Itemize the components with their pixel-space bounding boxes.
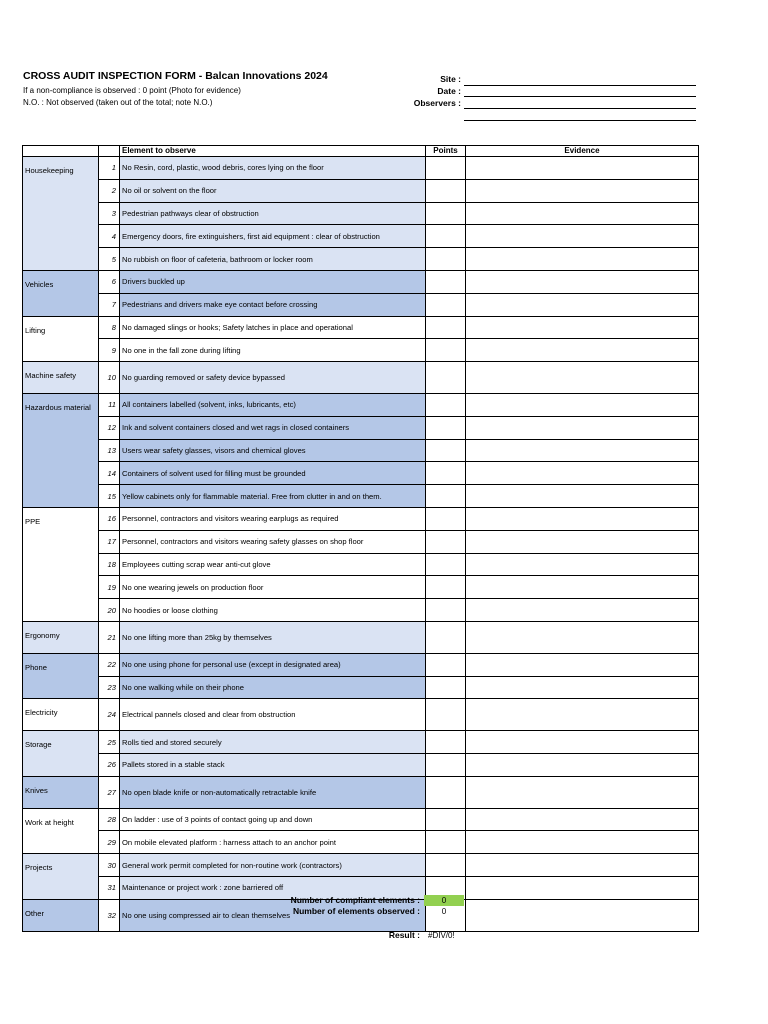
compliant-count-label: Number of compliant elements : bbox=[290, 895, 420, 905]
item-text: No damaged slings or hooks; Safety latches in place and operational bbox=[120, 316, 426, 339]
table-row bbox=[23, 621, 699, 653]
table-row bbox=[23, 439, 699, 462]
item-number: 14 bbox=[99, 462, 120, 485]
item-number: 26 bbox=[99, 753, 120, 776]
date-field[interactable] bbox=[464, 96, 696, 97]
category-cell: Lifting bbox=[23, 316, 99, 362]
item-number: 4 bbox=[99, 225, 120, 248]
evidence-cell[interactable] bbox=[466, 339, 699, 362]
item-number: 7 bbox=[99, 293, 120, 316]
category-cell: PPE bbox=[23, 507, 99, 621]
category-cell: Vehicles bbox=[23, 270, 99, 316]
item-text: Containers of solvent used for filling must be grounded bbox=[120, 462, 426, 485]
table-row bbox=[23, 753, 699, 776]
evidence-cell[interactable] bbox=[466, 485, 699, 508]
form-title: CROSS AUDIT INSPECTION FORM - Balcan Innovations 2024 bbox=[23, 70, 328, 82]
points-cell[interactable] bbox=[426, 676, 466, 699]
item-text: No open blade knife or non-automatically retractable knife bbox=[120, 776, 426, 808]
item-number: 11 bbox=[99, 393, 120, 416]
item-number: 23 bbox=[99, 676, 120, 699]
item-number: 9 bbox=[99, 339, 120, 362]
points-cell[interactable] bbox=[426, 808, 466, 831]
points-cell[interactable] bbox=[426, 157, 466, 180]
item-number: 1 bbox=[99, 157, 120, 180]
table-row bbox=[23, 462, 699, 485]
item-text: No one in the fall zone during lifting bbox=[120, 339, 426, 362]
item-text: Drivers buckled up bbox=[120, 270, 426, 293]
item-number: 22 bbox=[99, 653, 120, 676]
points-cell[interactable] bbox=[426, 507, 466, 530]
observers-field[interactable] bbox=[464, 108, 696, 109]
table-header-row bbox=[23, 146, 699, 157]
evidence-cell[interactable] bbox=[466, 854, 699, 877]
item-text: Employees cutting scrap wear anti-cut glove bbox=[120, 553, 426, 576]
item-number: 31 bbox=[99, 876, 120, 899]
result-value: #DIV/0! bbox=[428, 931, 455, 940]
points-cell[interactable] bbox=[426, 553, 466, 576]
points-cell[interactable] bbox=[426, 854, 466, 877]
table-row bbox=[23, 270, 699, 293]
observers-label: Observers : bbox=[413, 98, 461, 108]
item-text: No oil or solvent on the floor bbox=[120, 179, 426, 202]
observed-count-value: 0 bbox=[441, 907, 447, 916]
category-cell: Hazardous material bbox=[23, 393, 99, 507]
header-element: Element to observe bbox=[120, 146, 426, 157]
item-number: 5 bbox=[99, 248, 120, 271]
evidence-cell[interactable] bbox=[466, 293, 699, 316]
item-text: Pedestrian pathways clear of obstruction bbox=[120, 202, 426, 225]
item-number: 15 bbox=[99, 485, 120, 508]
item-text: Rolls tied and stored securely bbox=[120, 731, 426, 754]
item-text: No one lifting more than 25kg by themselves bbox=[120, 621, 426, 653]
date-label: Date : bbox=[437, 86, 461, 96]
table-row bbox=[23, 653, 699, 676]
item-text: All containers labelled (solvent, inks, lubricants, etc) bbox=[120, 393, 426, 416]
item-number: 13 bbox=[99, 439, 120, 462]
item-text: No Resin, cord, plastic, wood debris, cores lying on the floor bbox=[120, 157, 426, 180]
item-number: 6 bbox=[99, 270, 120, 293]
points-cell[interactable] bbox=[426, 416, 466, 439]
evidence-cell[interactable] bbox=[466, 699, 699, 731]
header-number-cell bbox=[99, 146, 120, 157]
category-cell: Ergonomy bbox=[23, 621, 99, 653]
table-row bbox=[23, 393, 699, 416]
table-row bbox=[23, 225, 699, 248]
item-number: 3 bbox=[99, 202, 120, 225]
evidence-cell[interactable] bbox=[466, 831, 699, 854]
points-cell[interactable] bbox=[426, 225, 466, 248]
item-number: 17 bbox=[99, 530, 120, 553]
table-row bbox=[23, 676, 699, 699]
table-row bbox=[23, 485, 699, 508]
category-cell: Housekeeping bbox=[23, 157, 99, 271]
item-number: 21 bbox=[99, 621, 120, 653]
item-text: Personnel, contractors and visitors wearing earplugs as required bbox=[120, 507, 426, 530]
table-row bbox=[23, 831, 699, 854]
table-row bbox=[23, 553, 699, 576]
evidence-cell[interactable] bbox=[466, 270, 699, 293]
points-cell[interactable] bbox=[426, 202, 466, 225]
points-cell[interactable] bbox=[426, 599, 466, 622]
item-text: Ink and solvent containers closed and wet rags in closed containers bbox=[120, 416, 426, 439]
item-text: No hoodies or loose clothing bbox=[120, 599, 426, 622]
evidence-cell[interactable] bbox=[466, 899, 699, 931]
points-cell[interactable] bbox=[426, 316, 466, 339]
table-row bbox=[23, 808, 699, 831]
item-text: No one walking while on their phone bbox=[120, 676, 426, 699]
evidence-cell[interactable] bbox=[466, 157, 699, 180]
category-cell: Electricity bbox=[23, 699, 99, 731]
table-row bbox=[23, 157, 699, 180]
evidence-cell[interactable] bbox=[466, 202, 699, 225]
observed-count-label: Number of elements observed : bbox=[292, 906, 420, 916]
points-cell[interactable] bbox=[426, 731, 466, 754]
category-cell: Work at height bbox=[23, 808, 99, 854]
inspection-table bbox=[22, 145, 699, 932]
item-number: 16 bbox=[99, 507, 120, 530]
item-number: 19 bbox=[99, 576, 120, 599]
table-row bbox=[23, 416, 699, 439]
points-cell[interactable] bbox=[426, 699, 466, 731]
item-text: Yellow cabinets only for flammable material. Free from clutter in and on them. bbox=[120, 485, 426, 508]
item-text: Pallets stored in a stable stack bbox=[120, 753, 426, 776]
evidence-cell[interactable] bbox=[466, 621, 699, 653]
item-text: Electrical pannels closed and clear from obstruction bbox=[120, 699, 426, 731]
item-number: 12 bbox=[99, 416, 120, 439]
category-cell: Other bbox=[23, 899, 99, 931]
evidence-cell[interactable] bbox=[466, 576, 699, 599]
category-cell: Phone bbox=[23, 653, 99, 699]
item-number: 8 bbox=[99, 316, 120, 339]
points-cell[interactable] bbox=[426, 393, 466, 416]
points-cell[interactable] bbox=[426, 621, 466, 653]
instruction-line-2: N.O. : Not observed (taken out of the total; note N.O.) bbox=[23, 98, 213, 107]
item-number: 30 bbox=[99, 854, 120, 877]
site-label: Site : bbox=[440, 74, 461, 84]
evidence-cell[interactable] bbox=[466, 416, 699, 439]
item-number: 10 bbox=[99, 362, 120, 394]
table-row bbox=[23, 507, 699, 530]
item-text: Emergency doors, fire extinguishers, first aid equipment : clear of obstruction bbox=[120, 225, 426, 248]
instruction-line-1: If a non-compliance is observed : 0 point (Photo for evidence) bbox=[23, 86, 241, 95]
evidence-cell[interactable] bbox=[466, 776, 699, 808]
points-cell[interactable] bbox=[426, 439, 466, 462]
table-row bbox=[23, 202, 699, 225]
table-row bbox=[23, 339, 699, 362]
points-cell[interactable] bbox=[426, 576, 466, 599]
points-cell[interactable] bbox=[426, 753, 466, 776]
evidence-cell[interactable] bbox=[466, 362, 699, 394]
evidence-cell[interactable] bbox=[466, 653, 699, 676]
evidence-cell[interactable] bbox=[466, 225, 699, 248]
evidence-cell[interactable] bbox=[466, 753, 699, 776]
evidence-cell[interactable] bbox=[466, 248, 699, 271]
table-row bbox=[23, 293, 699, 316]
compliant-count-value: 0 bbox=[424, 895, 464, 906]
evidence-cell[interactable] bbox=[466, 393, 699, 416]
item-number: 27 bbox=[99, 776, 120, 808]
points-cell[interactable] bbox=[426, 776, 466, 808]
category-cell: Machine safety bbox=[23, 362, 99, 394]
table-row bbox=[23, 316, 699, 339]
points-cell[interactable] bbox=[426, 248, 466, 271]
evidence-cell[interactable] bbox=[466, 599, 699, 622]
item-number: 20 bbox=[99, 599, 120, 622]
item-text: No one using compressed air to clean themselves bbox=[120, 899, 426, 931]
evidence-cell[interactable] bbox=[466, 316, 699, 339]
evidence-cell[interactable] bbox=[466, 462, 699, 485]
table-row bbox=[23, 731, 699, 754]
category-cell: Projects bbox=[23, 854, 99, 900]
item-text: On ladder : use of 3 points of contact going up and down bbox=[120, 808, 426, 831]
item-number: 18 bbox=[99, 553, 120, 576]
observers-field-2[interactable] bbox=[464, 120, 696, 121]
header-category-cell bbox=[23, 146, 99, 157]
item-text: No rubbish on floor of cafeteria, bathroom or locker room bbox=[120, 248, 426, 271]
item-number: 29 bbox=[99, 831, 120, 854]
evidence-cell[interactable] bbox=[466, 507, 699, 530]
evidence-cell[interactable] bbox=[466, 439, 699, 462]
result-label: Result : bbox=[388, 930, 420, 940]
points-cell[interactable] bbox=[426, 339, 466, 362]
evidence-cell[interactable] bbox=[466, 876, 699, 899]
table-row bbox=[23, 854, 699, 877]
table-row bbox=[23, 699, 699, 731]
category-cell: Storage bbox=[23, 731, 99, 777]
table-row bbox=[23, 576, 699, 599]
points-cell[interactable] bbox=[426, 179, 466, 202]
evidence-cell[interactable] bbox=[466, 731, 699, 754]
category-cell: Knives bbox=[23, 776, 99, 808]
item-text: No one wearing jewels on production floor bbox=[120, 576, 426, 599]
item-number: 25 bbox=[99, 731, 120, 754]
table-row bbox=[23, 530, 699, 553]
evidence-cell[interactable] bbox=[466, 808, 699, 831]
item-text: On mobile elevated platform : harness attach to an anchor point bbox=[120, 831, 426, 854]
item-text: Personnel, contractors and visitors wearing safety glasses on shop floor bbox=[120, 530, 426, 553]
site-field[interactable] bbox=[464, 85, 696, 86]
points-cell[interactable] bbox=[426, 485, 466, 508]
points-cell[interactable] bbox=[426, 462, 466, 485]
table-row bbox=[23, 179, 699, 202]
points-cell[interactable] bbox=[426, 270, 466, 293]
item-text: General work permit completed for non-routine work (contractors) bbox=[120, 854, 426, 877]
item-text: Users wear safety glasses, visors and chemical gloves bbox=[120, 439, 426, 462]
header-points: Points bbox=[426, 146, 466, 157]
points-cell[interactable] bbox=[426, 530, 466, 553]
table-row bbox=[23, 362, 699, 394]
item-number: 24 bbox=[99, 699, 120, 731]
table-row bbox=[23, 248, 699, 271]
item-text: Pedestrians and drivers make eye contact before crossing bbox=[120, 293, 426, 316]
evidence-cell[interactable] bbox=[466, 530, 699, 553]
evidence-cell[interactable] bbox=[466, 179, 699, 202]
item-number: 28 bbox=[99, 808, 120, 831]
table-row bbox=[23, 776, 699, 808]
table-row bbox=[23, 599, 699, 622]
item-number: 2 bbox=[99, 179, 120, 202]
points-cell[interactable] bbox=[426, 831, 466, 854]
points-cell[interactable] bbox=[426, 293, 466, 316]
item-text: Maintenance or project work : zone barriered off bbox=[120, 876, 426, 899]
points-cell[interactable] bbox=[426, 362, 466, 394]
item-text: No guarding removed or safety device bypassed bbox=[120, 362, 426, 394]
evidence-cell[interactable] bbox=[466, 553, 699, 576]
header-evidence: Evidence bbox=[466, 146, 699, 157]
evidence-cell[interactable] bbox=[466, 676, 699, 699]
points-cell[interactable] bbox=[426, 653, 466, 676]
item-number: 32 bbox=[99, 899, 120, 931]
item-text: No one using phone for personal use (except in designated area) bbox=[120, 653, 426, 676]
